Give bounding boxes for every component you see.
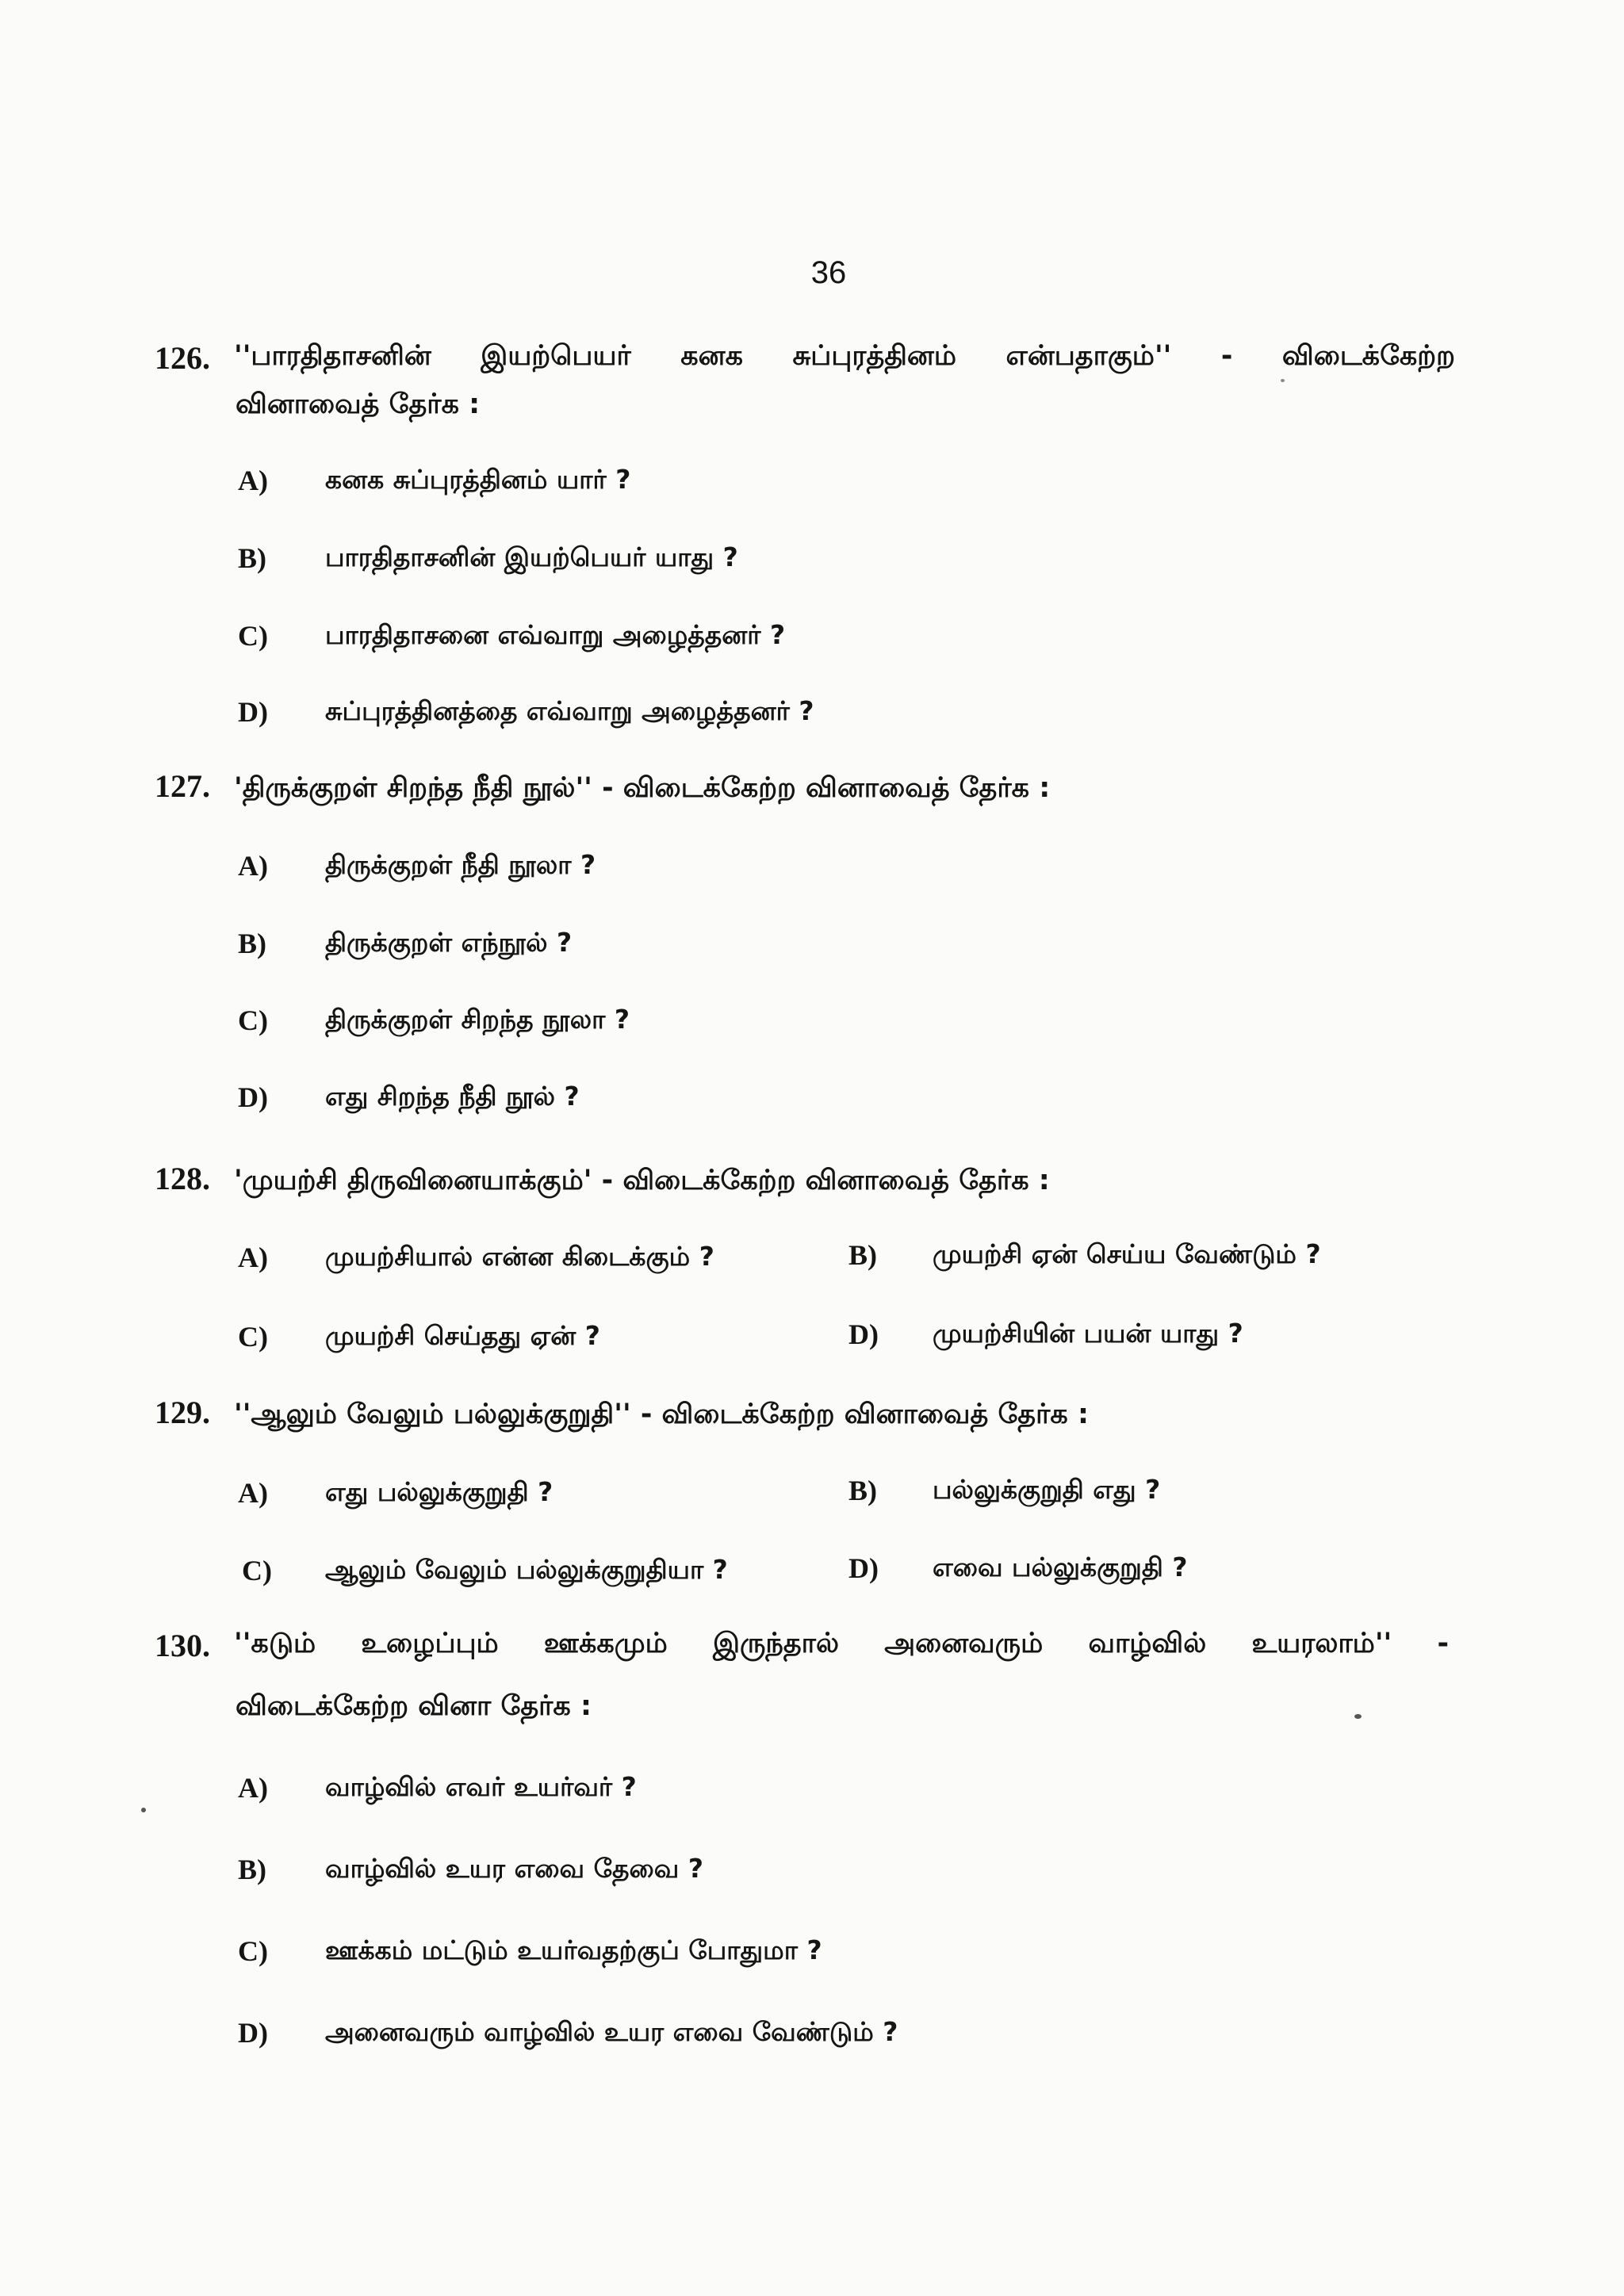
- option-letter: D): [238, 1081, 268, 1113]
- option-text: திருக்குறள் நீதி நூலா ?: [325, 849, 596, 880]
- option-text: முயற்சி ஏன் செய்ய வேண்டும் ?: [933, 1238, 1321, 1269]
- option-letter: B): [238, 542, 266, 574]
- option-text: முயற்சி செய்தது ஏன் ?: [325, 1320, 600, 1351]
- question-word: கனக: [680, 340, 743, 372]
- scan-speck: [1281, 379, 1285, 382]
- question-130: [155, 1630, 1449, 1662]
- option-text: வாழ்வில் எவர் உயர்வர் ?: [325, 1771, 637, 1802]
- option-letter: A): [238, 1477, 268, 1509]
- question-word: என்பதாகும்'': [1005, 340, 1172, 372]
- option-text: கனக சுப்புரத்தினம் யார் ?: [325, 464, 631, 495]
- option-letter: D): [848, 1318, 879, 1350]
- option-letter: A): [238, 850, 268, 882]
- question-word: உழைப்பும்: [361, 1628, 499, 1659]
- option-letter: D): [238, 696, 268, 728]
- scan-speck: [1354, 1714, 1362, 1719]
- option-text: ஊக்கம் மட்டும் உயர்வதற்குப் போதுமா ?: [325, 1934, 822, 1965]
- option-letter: A): [238, 1242, 268, 1273]
- option-letter: B): [238, 1854, 266, 1885]
- option-letter: C): [238, 1004, 268, 1036]
- option-text: ஆலும் வேலும் பல்லுக்குறுதியா ?: [325, 1554, 728, 1585]
- question-stem: ''ஆலும் வேலும் பல்லுக்குறுதி'' - விடைக்கேற்ற வினாவைத் தேர்க :: [234, 1399, 1089, 1430]
- scan-speck: [141, 1808, 146, 1812]
- question-stem: 'முயற்சி திருவினையாக்கும்' - விடைக்கேற்ற வினாவைத் தேர்க :: [234, 1165, 1050, 1196]
- question-word: ''கடும்: [234, 1628, 316, 1659]
- option-letter: C): [238, 620, 268, 652]
- option-letter: C): [238, 1935, 268, 1967]
- option-text: பாரதிதாசனின் இயற்பெயர் யாது ?: [325, 541, 738, 572]
- option-text: முயற்சியின் பயன் யாது ?: [933, 1318, 1243, 1349]
- option-text: வாழ்வில் உயர எவை தேவை ?: [325, 1853, 703, 1884]
- option-letter: D): [848, 1552, 879, 1584]
- question-word: வாழ்வில்: [1088, 1628, 1207, 1659]
- question-word: இயற்பெயர்: [481, 340, 631, 372]
- question-127: [155, 768, 1051, 804]
- question-word: அனைவரும்: [884, 1628, 1044, 1659]
- option-letter: B): [848, 1239, 877, 1271]
- question-129: [155, 1397, 1089, 1429]
- option-text: எவை பல்லுக்குறுதி ?: [933, 1552, 1188, 1582]
- question-word: விடைக்கேற்ற: [1281, 340, 1455, 372]
- option-text: பல்லுக்குறுதி எது ?: [933, 1474, 1161, 1505]
- option-letter: D): [238, 2017, 268, 2049]
- option-text: திருக்குறள் சிறந்த நூலா ?: [325, 1004, 630, 1035]
- question-126-continuation: வினாவைத் தேர்க :: [236, 388, 481, 420]
- question-126: [155, 342, 1455, 374]
- question-stem: 'திருக்குறள் சிறந்த நீதி நூல்'' - விடைக்கேற்ற வினாவைத் தேர்க :: [234, 772, 1051, 804]
- option-letter: C): [238, 1321, 268, 1353]
- question-number: 130.: [155, 1628, 210, 1663]
- question-number: 126.: [155, 340, 210, 376]
- option-text: எது சிறந்த நீதி நூல் ?: [325, 1081, 580, 1112]
- option-text: எது பல்லுக்குறுதி ?: [325, 1476, 553, 1507]
- question-128: [155, 1163, 1050, 1195]
- option-letter: A): [238, 1772, 268, 1804]
- question-number: 127.: [155, 768, 210, 804]
- question-number: 128.: [155, 1161, 210, 1196]
- option-text: திருக்குறள் எந்நூல் ?: [325, 927, 573, 958]
- option-text: முயற்சியால் என்ன கிடைக்கும் ?: [325, 1241, 714, 1272]
- question-word: ஊக்கமும்: [543, 1628, 668, 1659]
- option-letter: C): [242, 1555, 272, 1586]
- option-text: பாரதிதாசனை எவ்வாறு அழைத்தனர் ?: [325, 619, 786, 650]
- option-text: அனைவரும் வாழ்வில் உயர எவை வேண்டும் ?: [325, 2016, 898, 2047]
- question-word: இருந்தால்: [712, 1628, 840, 1659]
- question-word: -: [1220, 340, 1233, 372]
- option-letter: B): [238, 928, 266, 959]
- question-word: உயரலாம்'': [1251, 1628, 1392, 1659]
- question-word: சுப்புரத்தினம்: [792, 340, 957, 372]
- option-letter: A): [238, 465, 268, 496]
- option-letter: B): [848, 1475, 877, 1506]
- question-130-continuation: விடைக்கேற்ற வினா தேர்க :: [236, 1690, 592, 1722]
- option-text: சுப்புரத்தினத்தை எவ்வாறு அழைத்தனர் ?: [325, 695, 814, 726]
- question-number: 129.: [155, 1395, 210, 1430]
- page-number: 36: [810, 255, 847, 290]
- question-word: ''பாரதிதாசனின்: [234, 340, 431, 372]
- question-word: -: [1437, 1628, 1449, 1659]
